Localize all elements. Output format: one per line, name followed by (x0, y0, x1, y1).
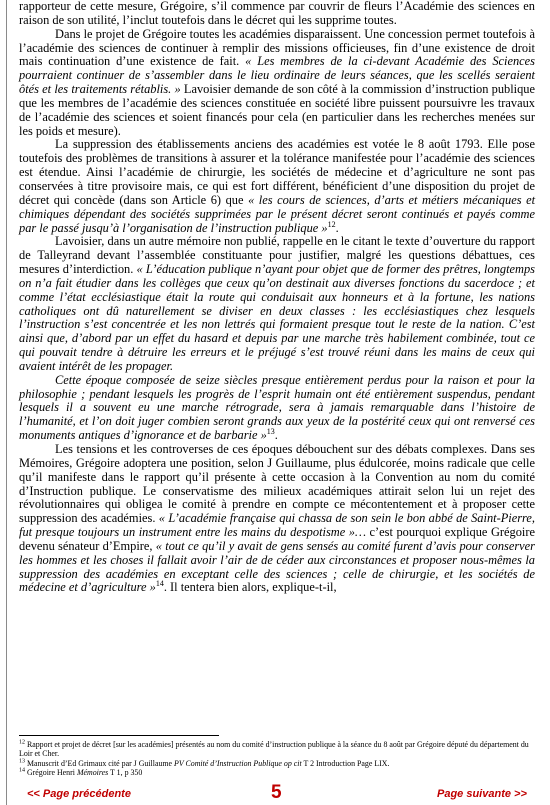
paragraph: Lavoisier, dans un autre mémoire non publié, rappelle en le citant le texte d’ouverture du rapport de Talleyrand devant l’assemblée constituante pour justifier, malgré les questions débattues, ces mesures d’interdiction. « L’éducation publique n’ayant pour objet que de former des prêtres, longtemps on n’a fait étudier dans les collèges que ceux qu’on destinait aux diverses fonctions du sacerdoce ; et comme l’état ecclésiastique était la route qui conduisait aux honneurs et à la fortune, les nations catholiques ont dû naturellement se diviser en deux classes : les ecclésiastiques chez lesquels l’instruction s’est concentrée et les non lettrés qui formaient presque tout le reste de la nation. C’est ainsi que, d’abord par un effet du hasard et depuis par une marche très habilement combinée, tout ce qui pouvait tendre à détruire les erreurs et le préjugé s’est trouvé réuni dans les mains de ceux qui avaient intérêt de les propager. (19, 234, 535, 373)
previous-page-link[interactable]: << Page précédente (27, 788, 131, 800)
quotation: Cette époque composée de seize siècles presque entièrement perdus pour la raison et pour la philosophie ; pendant lesquels les progrès de l’esprit humain ont été entièrement suspendus, pendant lesquels il a souvent eu une marche rétrograde, sera à jamais remarquable dans l’histoire de l’humanité, et l’on doit juger combien seront grands aux yeux de la postérité ceux qui ont renversé ces monuments antiques d’ignorance et de barbarie » (19, 372, 535, 443)
next-page-link[interactable]: Page suivante >> (437, 788, 527, 800)
quotation: « tout ce qu’il y avait de gens sensés au comité furent d’avis pour conserver les hommes et les choses il fallait avoir l’air de de céder aux circonstances et proposer nous-mêmes la suppression des académies en exceptant celle des sciences ; celle de chirurgie, et les sociétés de médecine et d’agriculture » (19, 538, 535, 595)
document-page (6, 0, 538, 805)
quotation: « les cours de sciences, d’arts et métiers mécaniques et chimiques dépendant des sociétés supprimées par le présent décret seront continués et payés comme par le passé jusqu’à l’organisation de l’instruction publique » (19, 192, 536, 235)
footnote: $^{13}$ Manuscrit d’Ed Grimaux cité par J Guillaume PV Comité d’Instruction Publique op cit T 2 Introduction Page LIX. (19, 758, 390, 768)
quotation: « L’éducation publique n’ayant pour objet que de former des prêtres, longtemps on n’a fait étudier dans les collèges que ceux qu’on destinait aux diverses fonctions du sacerdoce ; et comme l’état ecclésiastique était la route qui conduisait aux honneurs et à la fortune, les nations catholiques ont dû naturellement se diviser en deux classes : les ecclésiastiques chez lesquels l’instruction s’est concentrée et les non lettrés qui formaient presque tout le reste de la nation. C’est ainsi que, d’abord par un effet du hasard et depuis par une marche très habilement combinée, tout ce qui pouvait tendre à détruire les erreurs et le préjugé s’est trouvé réuni dans les mains de ceux qui avaient intérêt de les propager. (19, 262, 535, 373)
footnote-ref[interactable]: 14 (155, 579, 164, 589)
paragraph: Cette époque composée de seize siècles presque entièrement perdus pour la raison et pour la philosophie ; pendant lesquels les progrès de l’esprit humain ont été entièrement suspendus, pendant lesquels il a souvent eu une marche rétrograde, sera à jamais remarquable dans l’histoire de l’humanité, et l’on doit juger combien seront grands aux yeux de la postérité ceux qui ont renversé ces monuments antiques d’ignorance et de barbarie »$^{13}$. (19, 372, 535, 443)
footnote: $^{14}$ Grégoire Henri Mémoires T 1, p 350 (19, 767, 143, 778)
page-navigation (7, 782, 545, 805)
footnote-ref[interactable]: 13 (266, 427, 275, 437)
footnote-divider (19, 735, 219, 736)
paragraph: Dans le projet de Grégoire toutes les académies disparaissent. Une concession permet toutefois à l’académie des sciences de continuer à remplir des missions officieuses, fin d’une existence de droit mais continuation d’une existence de fait. « Les membres de la ci-devant Académie des Sciences pourraient continuer de s’assembler dans le lieu ordinaire de leurs séances, que les scellés seraient ôtés et les traitements rétablis. » Lavoisier demande de son côté à la commission d’instruction publique que les membres de l’académie des sciences constituée en société libre puissent poursuivre les travaux de l’académie des sciences et soient financés pour cela (en particulier dans les recherches menées sur les poids et mesure). (19, 26, 536, 138)
body-text (19, 0, 535, 595)
footnote-ref[interactable]: 12 (327, 219, 336, 229)
paragraph: Les tensions et les controverses de ces époques débouchent sur des débats complexes. Dans ses Mémoires, Grégoire adoptera une position, selon J Guillaume, plus édulcorée, moins radicale que celle qu’il manifeste dans le rapport qu’il présente à cette occasion à la Convention au nom du comité d’Instruction publique. Le conservatisme des milieux académiques attirait selon lui un rejet des révolutionnaires qui obligea le comité à prendre en compte ce mécontentement et à proposer cette suppression des académies. « L’académie française qui chassa de son sein le bon abbé de Saint-Pierre, fut presque toujours un instrument entre les mains du despotisme »… c’est pourquoi explique Grégoire devenu sénateur d’Empire, « tout ce qu’il y avait de gens sensés au comité furent d’avis pour conserver les hommes et les choses il fallait avoir l’air de de céder aux circonstances et proposer nous-mêmes la suppression des académies en exceptant celle des sciences ; celle de chirurgie, et les sociétés de médecine et d’agriculture »$^{14}$. Il tentera bien alors, explique-t-il, (19, 442, 535, 595)
footnote: $^{12}$ Rapport et projet de décret [sur les académies] présentés au nom du comité d’instruction publique à la séance du 8 août par Grégoire député du département du Loir et Cher. (19, 739, 529, 759)
paragraph: rapporteur de cette mesure, Grégoire, s’il commence par couvrir de fleurs l’Académie des sciences en raison de son utilité, l’inclut toutefois dans le décret qui les supprime toutes. (19, 0, 535, 27)
footnotes (19, 735, 535, 778)
paragraph: La suppression des établissements anciens des académies est votée le 8 août 1793. Elle pose toutefois des problèmes de transitions à assurer et la tolérance manifestée pour l’académie des sciences est étendue. Ainsi l’académie de chirurgie, les sociétés de médecine et d’agriculture ne sont pas conservées à titre provisoire mais, ce qui est fort différent, bénéficient d’une disposition du projet de décret qui concède (dans son Article 6) que « les cours de sciences, d’arts et métiers mécaniques et chimiques dépendant des sociétés supprimées par le présent décret seront continués et payés comme par le passé jusqu’à l’organisation de l’instruction publique »$^{12}$. (19, 137, 536, 235)
page-number: 5 (271, 782, 282, 803)
quotation: « Les membres de la ci-devant Académie des Sciences pourraient continuer de s’assembler dans le lieu ordinaire de leurs séances, que les scellés seraient ôtés et les traitements rétablis. » (19, 54, 536, 97)
quotation: « L’académie française qui chassa de son sein le bon abbé de Saint-Pierre, fut presque toujours un instrument entre les mains du despotisme »… (19, 511, 535, 540)
